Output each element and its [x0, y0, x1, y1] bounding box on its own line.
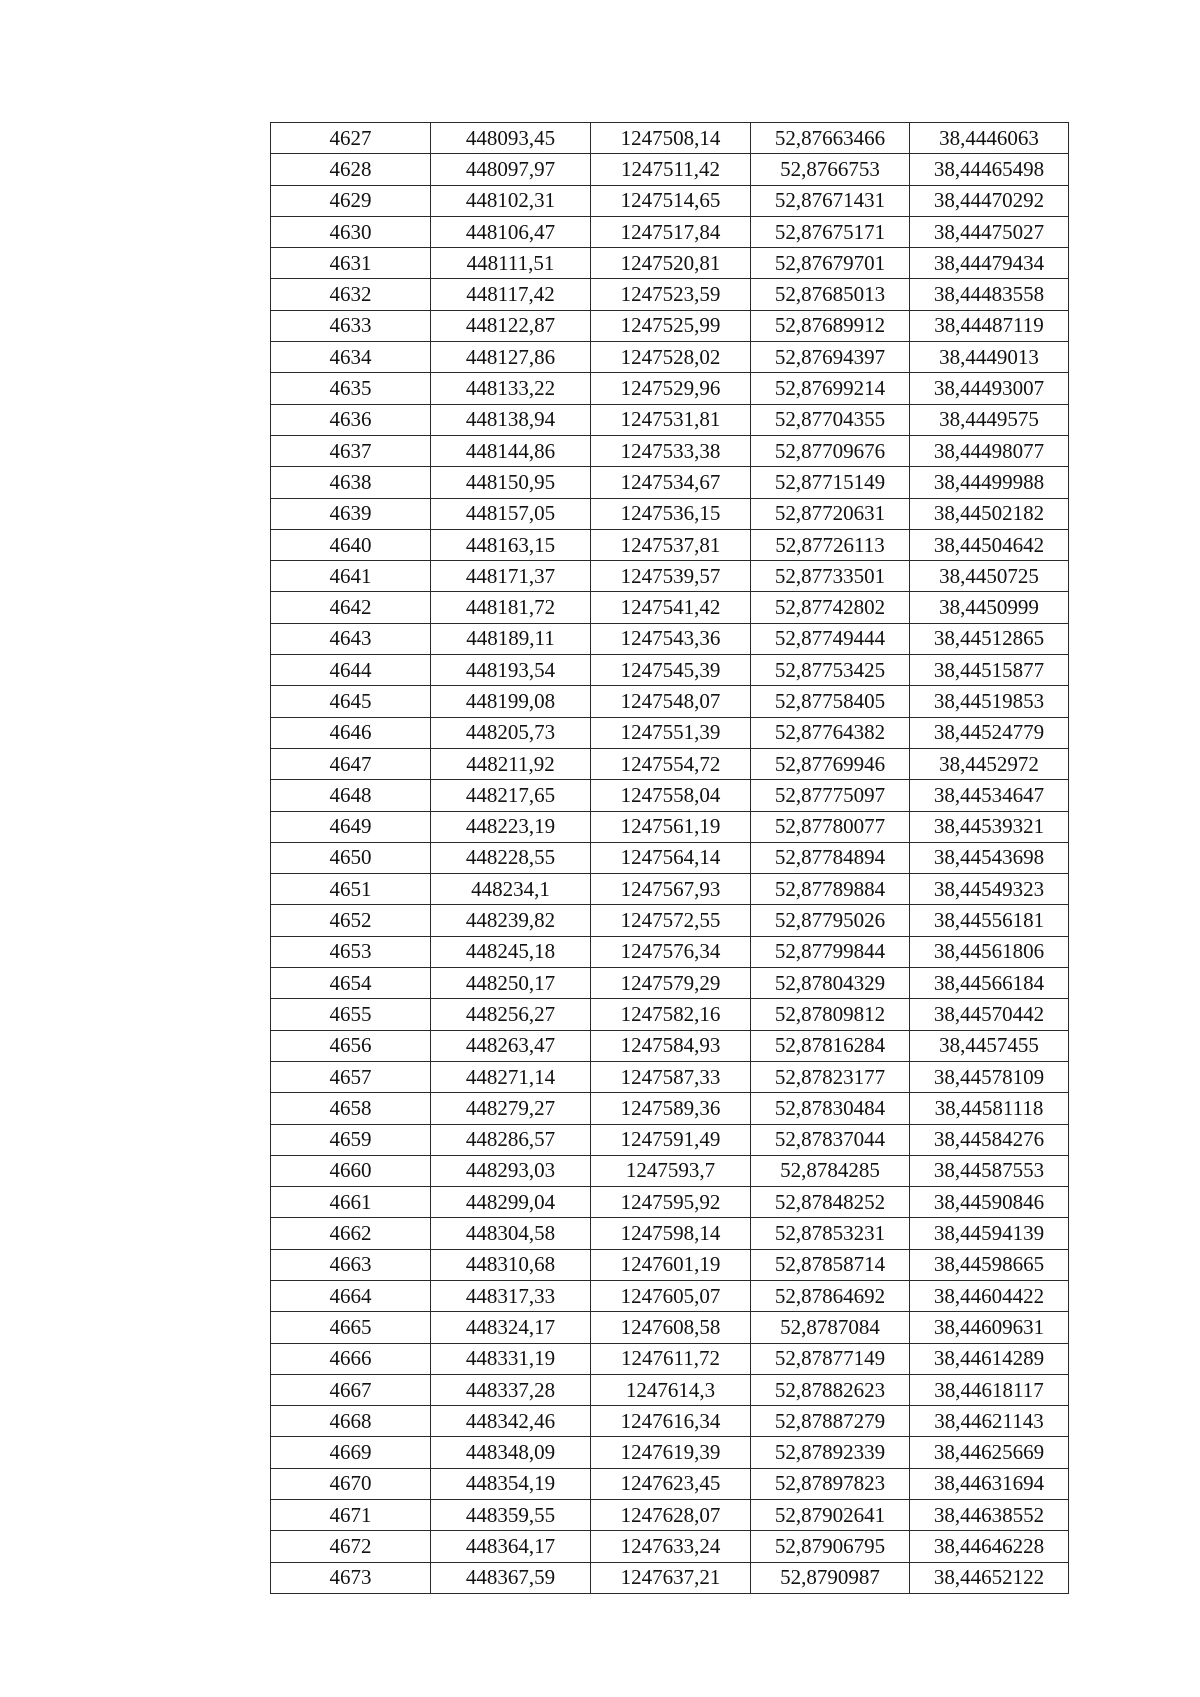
x-coordinate-cell: 448228,55 [431, 842, 591, 873]
point-number-cell: 4647 [271, 748, 431, 779]
point-number-cell: 4644 [271, 655, 431, 686]
table-row [271, 467, 1069, 498]
x-coordinate-cell: 448359,55 [431, 1500, 591, 1531]
point-number-cell: 4630 [271, 216, 431, 247]
latitude-cell: 52,87902641 [751, 1500, 910, 1531]
latitude-cell: 52,87795026 [751, 905, 910, 936]
y-coordinate-cell: 1247536,15 [591, 498, 751, 529]
longitude-cell: 38,4446063 [910, 123, 1069, 154]
latitude-cell: 52,87877149 [751, 1343, 910, 1374]
point-number-cell: 4633 [271, 310, 431, 341]
table-row [271, 279, 1069, 310]
longitude-cell: 38,44534647 [910, 780, 1069, 811]
point-number-cell: 4667 [271, 1374, 431, 1405]
latitude-cell: 52,87753425 [751, 655, 910, 686]
latitude-cell: 52,87742802 [751, 592, 910, 623]
table-row [271, 1343, 1069, 1374]
longitude-cell: 38,44493007 [910, 373, 1069, 404]
longitude-cell: 38,44621143 [910, 1406, 1069, 1437]
x-coordinate-cell: 448354,19 [431, 1468, 591, 1499]
longitude-cell: 38,44584276 [910, 1124, 1069, 1155]
latitude-cell: 52,8766753 [751, 154, 910, 185]
table-row [271, 1562, 1069, 1593]
y-coordinate-cell: 1247616,34 [591, 1406, 751, 1437]
x-coordinate-cell: 448324,17 [431, 1312, 591, 1343]
point-number-cell: 4635 [271, 373, 431, 404]
y-coordinate-cell: 1247564,14 [591, 842, 751, 873]
x-coordinate-cell: 448245,18 [431, 936, 591, 967]
table-row [271, 1312, 1069, 1343]
longitude-cell: 38,44470292 [910, 185, 1069, 216]
y-coordinate-cell: 1247598,14 [591, 1218, 751, 1249]
x-coordinate-cell: 448157,05 [431, 498, 591, 529]
point-number-cell: 4655 [271, 999, 431, 1030]
longitude-cell: 38,44598665 [910, 1249, 1069, 1280]
point-number-cell: 4652 [271, 905, 431, 936]
point-number-cell: 4673 [271, 1562, 431, 1593]
coordinates-table [270, 122, 1069, 1594]
latitude-cell: 52,87823177 [751, 1061, 910, 1092]
y-coordinate-cell: 1247589,36 [591, 1093, 751, 1124]
x-coordinate-cell: 448279,27 [431, 1093, 591, 1124]
table-row [271, 999, 1069, 1030]
table-row [271, 686, 1069, 717]
longitude-cell: 38,4450999 [910, 592, 1069, 623]
latitude-cell: 52,87780077 [751, 811, 910, 842]
y-coordinate-cell: 1247623,45 [591, 1468, 751, 1499]
longitude-cell: 38,44502182 [910, 498, 1069, 529]
point-number-cell: 4634 [271, 342, 431, 373]
x-coordinate-cell: 448223,19 [431, 811, 591, 842]
point-number-cell: 4661 [271, 1187, 431, 1218]
latitude-cell: 52,87853231 [751, 1218, 910, 1249]
longitude-cell: 38,44487119 [910, 310, 1069, 341]
table-row [271, 185, 1069, 216]
longitude-cell: 38,44465498 [910, 154, 1069, 185]
table-row [271, 811, 1069, 842]
x-coordinate-cell: 448097,97 [431, 154, 591, 185]
x-coordinate-cell: 448171,37 [431, 561, 591, 592]
latitude-cell: 52,87671431 [751, 185, 910, 216]
point-number-cell: 4668 [271, 1406, 431, 1437]
table-row [271, 1030, 1069, 1061]
longitude-cell: 38,44618117 [910, 1374, 1069, 1405]
point-number-cell: 4663 [271, 1249, 431, 1280]
table-row [271, 404, 1069, 435]
table-row [271, 1124, 1069, 1155]
x-coordinate-cell: 448189,11 [431, 623, 591, 654]
y-coordinate-cell: 1247611,72 [591, 1343, 751, 1374]
longitude-cell: 38,44556181 [910, 905, 1069, 936]
x-coordinate-cell: 448337,28 [431, 1374, 591, 1405]
latitude-cell: 52,87726113 [751, 529, 910, 560]
latitude-cell: 52,87809812 [751, 999, 910, 1030]
latitude-cell: 52,87906795 [751, 1531, 910, 1562]
latitude-cell: 52,87799844 [751, 936, 910, 967]
latitude-cell: 52,8790987 [751, 1562, 910, 1593]
x-coordinate-cell: 448111,51 [431, 248, 591, 279]
point-number-cell: 4643 [271, 623, 431, 654]
longitude-cell: 38,44512865 [910, 623, 1069, 654]
longitude-cell: 38,44631694 [910, 1468, 1069, 1499]
table-row [271, 1093, 1069, 1124]
latitude-cell: 52,87887279 [751, 1406, 910, 1437]
point-number-cell: 4653 [271, 936, 431, 967]
longitude-cell: 38,44524779 [910, 717, 1069, 748]
x-coordinate-cell: 448138,94 [431, 404, 591, 435]
longitude-cell: 38,44625669 [910, 1437, 1069, 1468]
table-row [271, 780, 1069, 811]
x-coordinate-cell: 448239,82 [431, 905, 591, 936]
table-row [271, 1249, 1069, 1280]
y-coordinate-cell: 1247561,19 [591, 811, 751, 842]
y-coordinate-cell: 1247567,93 [591, 874, 751, 905]
table-row [271, 1468, 1069, 1499]
table-row [271, 310, 1069, 341]
point-number-cell: 4659 [271, 1124, 431, 1155]
y-coordinate-cell: 1247614,3 [591, 1374, 751, 1405]
longitude-cell: 38,44590846 [910, 1187, 1069, 1218]
point-number-cell: 4666 [271, 1343, 431, 1374]
point-number-cell: 4672 [271, 1531, 431, 1562]
latitude-cell: 52,87848252 [751, 1187, 910, 1218]
x-coordinate-cell: 448102,31 [431, 185, 591, 216]
x-coordinate-cell: 448144,86 [431, 435, 591, 466]
latitude-cell: 52,87764382 [751, 717, 910, 748]
latitude-cell: 52,87864692 [751, 1280, 910, 1311]
x-coordinate-cell: 448364,17 [431, 1531, 591, 1562]
x-coordinate-cell: 448317,33 [431, 1280, 591, 1311]
table-row [271, 123, 1069, 154]
table-row [271, 1280, 1069, 1311]
latitude-cell: 52,87733501 [751, 561, 910, 592]
x-coordinate-cell: 448293,03 [431, 1155, 591, 1186]
y-coordinate-cell: 1247572,55 [591, 905, 751, 936]
x-coordinate-cell: 448199,08 [431, 686, 591, 717]
y-coordinate-cell: 1247554,72 [591, 748, 751, 779]
longitude-cell: 38,44479434 [910, 248, 1069, 279]
point-number-cell: 4639 [271, 498, 431, 529]
x-coordinate-cell: 448127,86 [431, 342, 591, 373]
point-number-cell: 4645 [271, 686, 431, 717]
x-coordinate-cell: 448205,73 [431, 717, 591, 748]
y-coordinate-cell: 1247529,96 [591, 373, 751, 404]
y-coordinate-cell: 1247517,84 [591, 216, 751, 247]
latitude-cell: 52,87816284 [751, 1030, 910, 1061]
point-number-cell: 4649 [271, 811, 431, 842]
x-coordinate-cell: 448348,09 [431, 1437, 591, 1468]
x-coordinate-cell: 448299,04 [431, 1187, 591, 1218]
table-row [271, 936, 1069, 967]
table-row [271, 498, 1069, 529]
latitude-cell: 52,87897823 [751, 1468, 910, 1499]
longitude-cell: 38,44549323 [910, 874, 1069, 905]
table-row [271, 1406, 1069, 1437]
point-number-cell: 4671 [271, 1500, 431, 1531]
y-coordinate-cell: 1247587,33 [591, 1061, 751, 1092]
latitude-cell: 52,87804329 [751, 968, 910, 999]
point-number-cell: 4629 [271, 185, 431, 216]
point-number-cell: 4670 [271, 1468, 431, 1499]
latitude-cell: 52,87694397 [751, 342, 910, 373]
table-row [271, 154, 1069, 185]
longitude-cell: 38,44587553 [910, 1155, 1069, 1186]
latitude-cell: 52,87784894 [751, 842, 910, 873]
table-row [271, 1218, 1069, 1249]
longitude-cell: 38,44519853 [910, 686, 1069, 717]
y-coordinate-cell: 1247541,42 [591, 592, 751, 623]
latitude-cell: 52,87663466 [751, 123, 910, 154]
table-row [271, 1061, 1069, 1092]
x-coordinate-cell: 448150,95 [431, 467, 591, 498]
longitude-cell: 38,44578109 [910, 1061, 1069, 1092]
y-coordinate-cell: 1247576,34 [591, 936, 751, 967]
y-coordinate-cell: 1247537,81 [591, 529, 751, 560]
latitude-cell: 52,87715149 [751, 467, 910, 498]
y-coordinate-cell: 1247628,07 [591, 1500, 751, 1531]
table-row [271, 1437, 1069, 1468]
table-row [271, 216, 1069, 247]
point-number-cell: 4662 [271, 1218, 431, 1249]
table-row [271, 529, 1069, 560]
y-coordinate-cell: 1247520,81 [591, 248, 751, 279]
coordinates-table-body [271, 123, 1069, 1594]
x-coordinate-cell: 448310,68 [431, 1249, 591, 1280]
table-row [271, 1531, 1069, 1562]
x-coordinate-cell: 448163,15 [431, 529, 591, 560]
point-number-cell: 4657 [271, 1061, 431, 1092]
longitude-cell: 38,44543698 [910, 842, 1069, 873]
longitude-cell: 38,4449575 [910, 404, 1069, 435]
latitude-cell: 52,87789884 [751, 874, 910, 905]
y-coordinate-cell: 1247528,02 [591, 342, 751, 373]
point-number-cell: 4631 [271, 248, 431, 279]
y-coordinate-cell: 1247551,39 [591, 717, 751, 748]
y-coordinate-cell: 1247533,38 [591, 435, 751, 466]
y-coordinate-cell: 1247523,59 [591, 279, 751, 310]
latitude-cell: 52,87892339 [751, 1437, 910, 1468]
longitude-cell: 38,44499988 [910, 467, 1069, 498]
point-number-cell: 4638 [271, 467, 431, 498]
longitude-cell: 38,44652122 [910, 1562, 1069, 1593]
point-number-cell: 4669 [271, 1437, 431, 1468]
latitude-cell: 52,87704355 [751, 404, 910, 435]
x-coordinate-cell: 448117,42 [431, 279, 591, 310]
y-coordinate-cell: 1247619,39 [591, 1437, 751, 1468]
x-coordinate-cell: 448342,46 [431, 1406, 591, 1437]
point-number-cell: 4627 [271, 123, 431, 154]
longitude-cell: 38,44646228 [910, 1531, 1069, 1562]
longitude-cell: 38,4450725 [910, 561, 1069, 592]
latitude-cell: 52,87709676 [751, 435, 910, 466]
y-coordinate-cell: 1247582,16 [591, 999, 751, 1030]
y-coordinate-cell: 1247531,81 [591, 404, 751, 435]
point-number-cell: 4632 [271, 279, 431, 310]
latitude-cell: 52,87679701 [751, 248, 910, 279]
x-coordinate-cell: 448250,17 [431, 968, 591, 999]
longitude-cell: 38,44539321 [910, 811, 1069, 842]
longitude-cell: 38,44498077 [910, 435, 1069, 466]
longitude-cell: 38,44609631 [910, 1312, 1069, 1343]
x-coordinate-cell: 448256,27 [431, 999, 591, 1030]
x-coordinate-cell: 448133,22 [431, 373, 591, 404]
point-number-cell: 4650 [271, 842, 431, 873]
latitude-cell: 52,87882623 [751, 1374, 910, 1405]
longitude-cell: 38,44483558 [910, 279, 1069, 310]
y-coordinate-cell: 1247637,21 [591, 1562, 751, 1593]
y-coordinate-cell: 1247534,67 [591, 467, 751, 498]
table-row [271, 842, 1069, 873]
latitude-cell: 52,87769946 [751, 748, 910, 779]
latitude-cell: 52,87775097 [751, 780, 910, 811]
point-number-cell: 4651 [271, 874, 431, 905]
longitude-cell: 38,4452972 [910, 748, 1069, 779]
longitude-cell: 38,4457455 [910, 1030, 1069, 1061]
x-coordinate-cell: 448234,1 [431, 874, 591, 905]
point-number-cell: 4664 [271, 1280, 431, 1311]
x-coordinate-cell: 448106,47 [431, 216, 591, 247]
table-row [271, 655, 1069, 686]
longitude-cell: 38,44515877 [910, 655, 1069, 686]
longitude-cell: 38,4449013 [910, 342, 1069, 373]
latitude-cell: 52,8787084 [751, 1312, 910, 1343]
x-coordinate-cell: 448304,58 [431, 1218, 591, 1249]
point-number-cell: 4656 [271, 1030, 431, 1061]
y-coordinate-cell: 1247558,04 [591, 780, 751, 811]
y-coordinate-cell: 1247511,42 [591, 154, 751, 185]
x-coordinate-cell: 448331,19 [431, 1343, 591, 1374]
y-coordinate-cell: 1247584,93 [591, 1030, 751, 1061]
point-number-cell: 4648 [271, 780, 431, 811]
longitude-cell: 38,44561806 [910, 936, 1069, 967]
x-coordinate-cell: 448093,45 [431, 123, 591, 154]
y-coordinate-cell: 1247545,39 [591, 655, 751, 686]
point-number-cell: 4641 [271, 561, 431, 592]
latitude-cell: 52,87675171 [751, 216, 910, 247]
y-coordinate-cell: 1247605,07 [591, 1280, 751, 1311]
y-coordinate-cell: 1247539,57 [591, 561, 751, 592]
point-number-cell: 4628 [271, 154, 431, 185]
x-coordinate-cell: 448271,14 [431, 1061, 591, 1092]
y-coordinate-cell: 1247591,49 [591, 1124, 751, 1155]
y-coordinate-cell: 1247601,19 [591, 1249, 751, 1280]
table-row [271, 373, 1069, 404]
table-row [271, 905, 1069, 936]
point-number-cell: 4654 [271, 968, 431, 999]
point-number-cell: 4640 [271, 529, 431, 560]
x-coordinate-cell: 448122,87 [431, 310, 591, 341]
y-coordinate-cell: 1247593,7 [591, 1155, 751, 1186]
x-coordinate-cell: 448286,57 [431, 1124, 591, 1155]
point-number-cell: 4637 [271, 435, 431, 466]
y-coordinate-cell: 1247543,36 [591, 623, 751, 654]
point-number-cell: 4642 [271, 592, 431, 623]
x-coordinate-cell: 448211,92 [431, 748, 591, 779]
table-row [271, 874, 1069, 905]
y-coordinate-cell: 1247508,14 [591, 123, 751, 154]
longitude-cell: 38,44638552 [910, 1500, 1069, 1531]
x-coordinate-cell: 448193,54 [431, 655, 591, 686]
y-coordinate-cell: 1247548,07 [591, 686, 751, 717]
table-row [271, 248, 1069, 279]
point-number-cell: 4660 [271, 1155, 431, 1186]
table-row [271, 435, 1069, 466]
table-row [271, 1187, 1069, 1218]
point-number-cell: 4636 [271, 404, 431, 435]
point-number-cell: 4658 [271, 1093, 431, 1124]
latitude-cell: 52,87837044 [751, 1124, 910, 1155]
longitude-cell: 38,44604422 [910, 1280, 1069, 1311]
table-row [271, 592, 1069, 623]
latitude-cell: 52,87758405 [751, 686, 910, 717]
longitude-cell: 38,44566184 [910, 968, 1069, 999]
latitude-cell: 52,87858714 [751, 1249, 910, 1280]
table-row [271, 748, 1069, 779]
latitude-cell: 52,87830484 [751, 1093, 910, 1124]
point-number-cell: 4646 [271, 717, 431, 748]
x-coordinate-cell: 448217,65 [431, 780, 591, 811]
latitude-cell: 52,8784285 [751, 1155, 910, 1186]
y-coordinate-cell: 1247579,29 [591, 968, 751, 999]
longitude-cell: 38,44475027 [910, 216, 1069, 247]
longitude-cell: 38,44581118 [910, 1093, 1069, 1124]
latitude-cell: 52,87689912 [751, 310, 910, 341]
x-coordinate-cell: 448263,47 [431, 1030, 591, 1061]
latitude-cell: 52,87749444 [751, 623, 910, 654]
x-coordinate-cell: 448181,72 [431, 592, 591, 623]
table-row [271, 717, 1069, 748]
table-row [271, 1155, 1069, 1186]
longitude-cell: 38,44570442 [910, 999, 1069, 1030]
table-row [271, 561, 1069, 592]
table-row [271, 968, 1069, 999]
y-coordinate-cell: 1247514,65 [591, 185, 751, 216]
longitude-cell: 38,44504642 [910, 529, 1069, 560]
point-number-cell: 4665 [271, 1312, 431, 1343]
latitude-cell: 52,87685013 [751, 279, 910, 310]
table-row [271, 1374, 1069, 1405]
latitude-cell: 52,87720631 [751, 498, 910, 529]
longitude-cell: 38,44614289 [910, 1343, 1069, 1374]
latitude-cell: 52,87699214 [751, 373, 910, 404]
y-coordinate-cell: 1247525,99 [591, 310, 751, 341]
y-coordinate-cell: 1247633,24 [591, 1531, 751, 1562]
table-row [271, 1500, 1069, 1531]
table-row [271, 623, 1069, 654]
y-coordinate-cell: 1247608,58 [591, 1312, 751, 1343]
longitude-cell: 38,44594139 [910, 1218, 1069, 1249]
y-coordinate-cell: 1247595,92 [591, 1187, 751, 1218]
x-coordinate-cell: 448367,59 [431, 1562, 591, 1593]
table-row [271, 342, 1069, 373]
